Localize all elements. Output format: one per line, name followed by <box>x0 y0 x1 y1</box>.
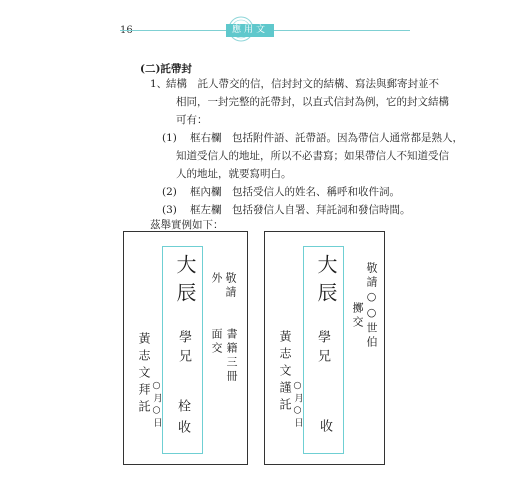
delivery-phrase: 面交 <box>210 328 223 356</box>
item1-line2: 相同，一封完整的託帶封，以直式信封為例，它的封文結構 <box>176 96 449 108</box>
item1-line1: 結構 託人帶交的信，信封封文的結構、寫法與郵寄封並不 <box>166 78 439 90</box>
sender-date: ○月○日 <box>292 380 303 429</box>
delivery-phrase: 擲交 <box>351 302 364 330</box>
sender-name: 黃志文謹託 <box>278 330 292 415</box>
example-intro: 茲舉實例如下： <box>150 219 224 231</box>
subitem3-line1: 框左欄 包括發信人自署、拜託詞和發信時間。 <box>190 204 411 216</box>
subitem2-label: (2) <box>162 186 177 198</box>
subitem1-line2: 知道受信人的地址，所以不必書寫；如果帶信人不知道受信 <box>176 150 449 162</box>
closing-phrase: 栓收 <box>175 399 190 441</box>
closing-phrase: 收 <box>317 419 332 440</box>
subitem3-label: (3) <box>162 204 177 216</box>
subitem1-label: (1) <box>162 132 177 144</box>
item1-label: 1、 <box>150 78 168 90</box>
sender-date: ○月○日 <box>151 380 162 429</box>
item1-line3: 可有： <box>176 114 208 126</box>
courtesy-phrase: 敬請 <box>224 272 237 300</box>
envelope-example-2 <box>264 231 385 465</box>
sender-name: 黃志文拜託 <box>137 332 151 417</box>
addressee-title: 學兄 <box>315 330 330 368</box>
subitem1-line3: 人的地址，就要寫明白。 <box>176 168 292 180</box>
book-title-badge: 應用文 <box>226 24 274 37</box>
addressee-title: 學兄 <box>176 330 191 368</box>
courtesy-phrase: 敬請○○世伯 <box>365 262 378 350</box>
subitem1-line1: 框右欄 包括附件語、託帶語。因為帶信人通常都是熟人， <box>190 132 463 144</box>
page-number: 16 <box>120 25 133 36</box>
addressee-name: 大辰 <box>173 254 197 310</box>
attachment-phrase: 書籍三冊 <box>225 328 238 384</box>
subitem2-line1: 框內欄 包括受信人的姓名、稱呼和收件詞。 <box>190 186 400 198</box>
addressee-name: 大辰 <box>314 254 338 310</box>
envelope-example-1 <box>123 231 248 465</box>
section-heading: (二)託帶封 <box>140 63 192 75</box>
courtesy-phrase-extra: 外 <box>210 272 223 286</box>
